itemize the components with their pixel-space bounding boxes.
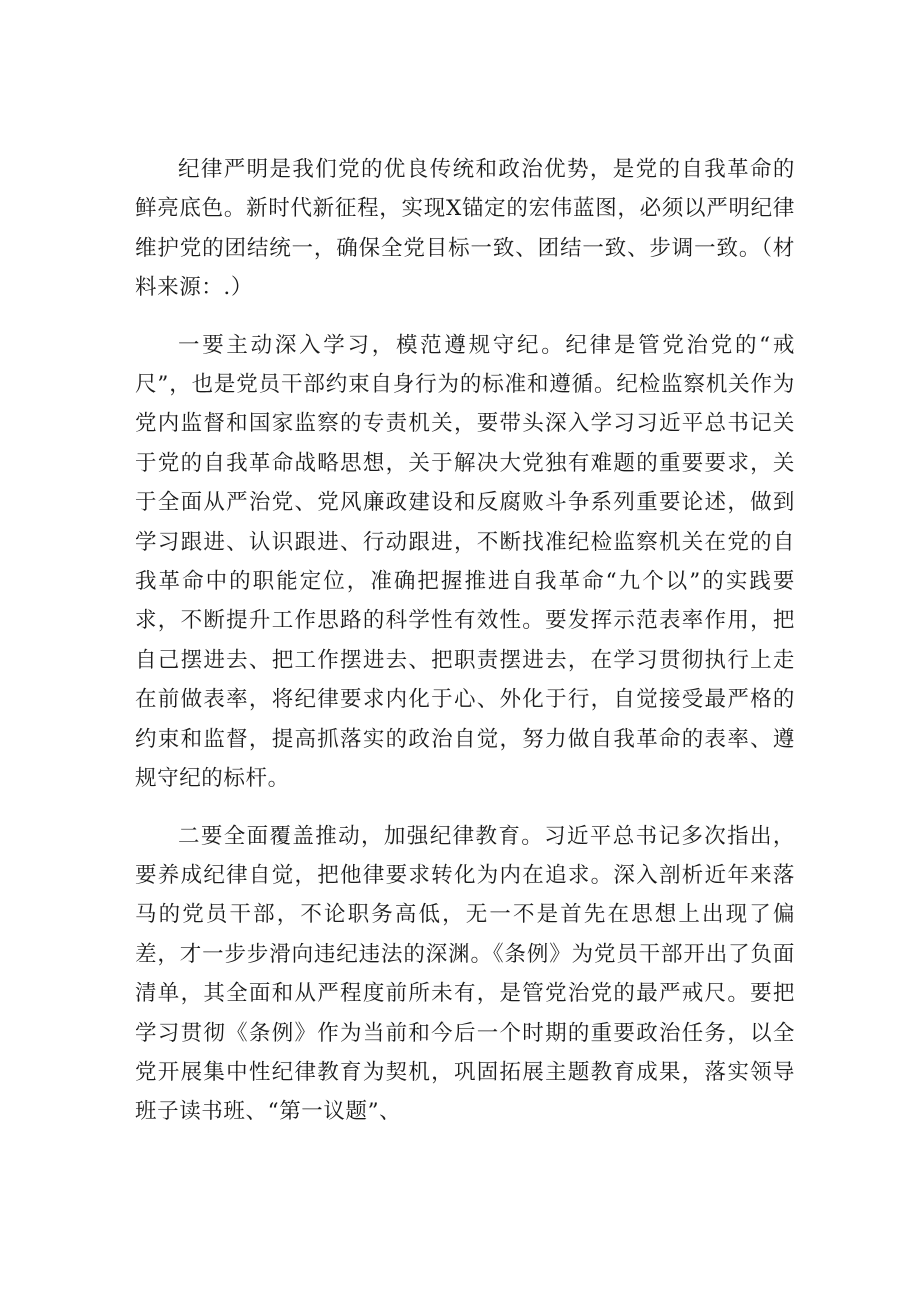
paragraph-intro: 纪律严明是我们党的优良传统和政治优势，是党的自我革命的鲜亮底色。新时代新征程，实现X锚定的宏伟蓝图，必须以严明纪律维护党的团结统一，确保全党目标一致、团结一致、步调一致。（材料来源：.） <box>135 157 795 301</box>
paragraph-point-one: 一要主动深入学习，模范遵规守纪。纪律是管党治党的“戒尺”，也是党员干部约束自身行为的标准和遵循。纪检监察机关作为党内监督和国家监察的专责机关，要带头深入学习习近平总书记关于党的自我革命战略思想，关于解决大党独有难题的重要要求，关于全面从严治党、党风廉政建设和反腐败斗争系列重要论述，做到学习跟进、认识跟进、行动跟进，不断找准纪检监察机关在党的自我革命中的职能定位，准确把握推进自我革命“九个以”的实践要求，不断提升工作思路的科学性有效性。要发挥示范表率作用，把自己摆进去、把工作摆进去、把职责摆进去，在学习贯彻执行上走在前做表率，将纪律要求内化于心、外化于行，自觉接受最严格的约束和监督，提高抓落实的政治自觉，努力做自我革命的表率、遵规守纪的标杆。 <box>135 332 795 792</box>
document-body <box>135 150 795 1132</box>
paragraph-point-two: 二要全面覆盖推动，加强纪律教育。习近平总书记多次指出，要养成纪律自觉，把他律要求转化为内在追求。深入剖析近年来落马的党员干部，不论职务高低，无一不是首先在思想上出现了偏差，才一步步滑向违纪违法的深渊。《条例》为党员干部开出了负面清单，其全面和从严程度前所未有，是管党治党的最严戒尺。要把学习贯彻《条例》作为当前和今后一个时期的重要政治任务，以全党开展集中性纪律教育为契机，巩固拓展主题教育成果，落实领导班子读书班、“第一议题”、 <box>135 823 795 1125</box>
